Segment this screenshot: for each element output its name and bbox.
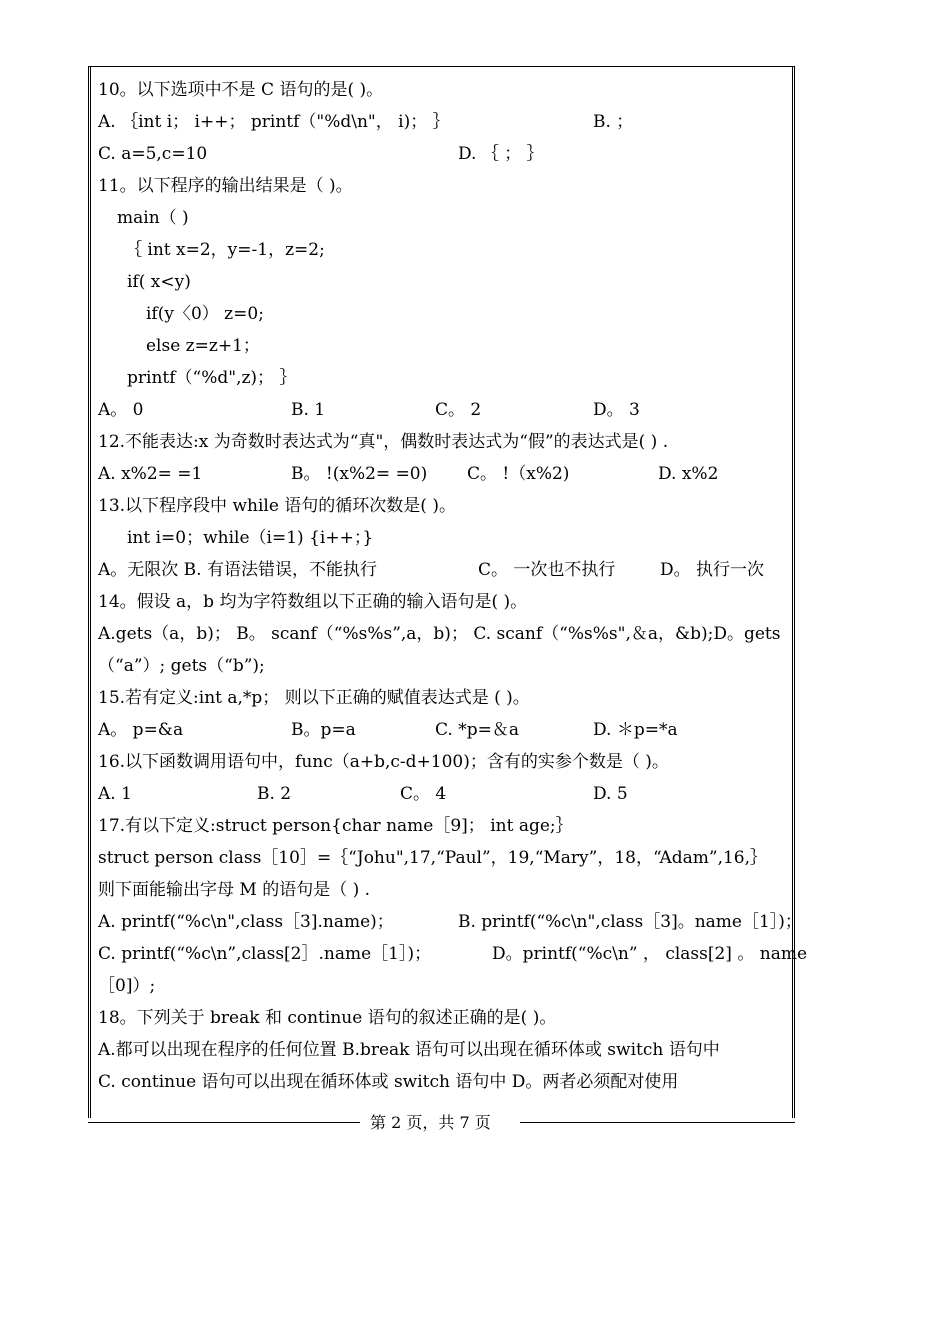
text-line — [98, 874, 788, 906]
text-segment: int i=0；while（i=1) {i++；} — [127, 528, 374, 548]
text-segment: C. printf(“%c\n”,class[2］.name［1］)； — [98, 944, 432, 964]
text-line — [98, 618, 788, 650]
text-line — [98, 394, 788, 426]
text-segment: A. x%2= =1 — [98, 464, 203, 484]
text-segment: B. printf(“%c\n",class［3]。name［1］)； — [458, 912, 802, 932]
text-segment: 则下面能输出字母 M 的语句是（ ) . — [98, 880, 371, 900]
text-segment: 11。以下程序的输出结果是（ )。 — [98, 176, 353, 196]
text-segment: ｛ int x=2，y=-1，z=2; — [125, 240, 325, 260]
text-segment: B. 2 — [257, 784, 292, 804]
text-line — [98, 458, 788, 490]
text-line — [98, 1002, 788, 1034]
footer-rule-left — [88, 1122, 360, 1123]
text-segment: B。p=a — [291, 720, 356, 740]
text-segment: printf（“%d",z)； ｝ — [127, 368, 297, 388]
text-line — [98, 650, 788, 682]
text-segment: C。 !（x%2) — [467, 464, 570, 484]
text-line — [98, 362, 788, 394]
text-line — [98, 938, 808, 970]
text-segment: A. ｛int i； i++； printf（"%d\n"， i)； ｝ — [98, 112, 450, 132]
text-segment: else z=z+1； — [146, 336, 260, 356]
text-line — [98, 554, 788, 586]
text-line — [98, 522, 788, 554]
text-line — [98, 682, 788, 714]
text-segment: 12.不能表达:x 为奇数时表达式为“真"，偶数时表达式为“假”的表达式是( ) . — [98, 432, 669, 452]
text-segment: D。 3 — [593, 400, 640, 420]
text-segment: C. *p=＆a — [435, 720, 519, 740]
text-segment: B。 !(x%2= =0) — [291, 464, 428, 484]
frame-top-border — [88, 66, 795, 67]
text-segment: main（ ) — [117, 208, 189, 228]
question-content — [98, 74, 808, 1098]
text-segment: 16.以下函数调用语句中，func（a+b,c-d+100)；含有的实参个数是（ )。 — [98, 752, 669, 772]
text-segment: A.gets（a，b)； B。 scanf（“%s%s”,a，b)； C. scanf（“%s%s",＆a，&b);D。gets — [98, 624, 781, 644]
text-segment: B. ； — [593, 112, 634, 132]
text-line — [98, 1066, 788, 1098]
text-segment: if(y〈0） z=0; — [146, 304, 264, 324]
frame-left-border — [88, 66, 91, 1118]
text-segment: 18。下列关于 break 和 continue 语句的叙述正确的是( )。 — [98, 1008, 557, 1028]
text-line — [98, 106, 788, 138]
text-segment: D. ｛ ； ｝ — [458, 144, 544, 164]
text-line — [98, 746, 788, 778]
text-line — [98, 778, 788, 810]
text-segment: A.都可以出现在程序的任何位置 B.break 语句可以出现在循环体或 switch 语句中 — [98, 1040, 720, 1060]
text-segment: D. x%2 — [658, 464, 719, 484]
text-segment: C。 4 — [400, 784, 447, 804]
text-segment: 14。假设 a，b 均为字符数组以下正确的输入语句是( )。 — [98, 592, 528, 612]
text-segment: A. printf(“%c\n",class［3].name)； — [98, 912, 394, 932]
text-line — [98, 970, 788, 1002]
text-segment: C. continue 语句可以出现在循环体或 switch 语句中 D。两者必须配对使用 — [98, 1072, 679, 1092]
text-line — [98, 1034, 788, 1066]
text-line — [98, 906, 802, 938]
text-segment: B. 1 — [291, 400, 326, 420]
text-line — [98, 234, 788, 266]
text-segment: D。printf(“%c\n” ， class[2] 。 name — [492, 944, 808, 964]
text-segment: A。无限次 B. 有语法错误，不能执行 — [98, 560, 377, 580]
text-segment: struct person class［10］=｛“Johu",17,“Paul”，19,“Mary”，18，“Adam”,16,｝ — [98, 848, 768, 868]
text-line — [98, 426, 788, 458]
text-segment: 15.若有定义:int a,*p； 则以下正确的赋值表达式是 ( )。 — [98, 688, 530, 708]
text-line — [98, 266, 788, 298]
text-line — [98, 138, 788, 170]
text-line — [98, 810, 788, 842]
text-segment: ［0]）; — [98, 976, 156, 996]
text-line — [98, 202, 788, 234]
text-line — [98, 714, 788, 746]
text-segment: D。 执行一次 — [660, 560, 765, 580]
text-segment: A。 0 — [98, 400, 144, 420]
text-segment: C. a=5,c=10 — [98, 144, 208, 164]
text-line — [98, 842, 788, 874]
text-line — [98, 170, 788, 202]
text-segment: 10。以下选项中不是 C 语句的是( )。 — [98, 80, 384, 100]
text-segment: 13.以下程序段中 while 语句的循环次数是( )。 — [98, 496, 456, 516]
text-segment: A。 p=&a — [98, 720, 184, 740]
text-segment: D. ＊p=*a — [593, 720, 678, 740]
text-segment: if( x<y) — [127, 272, 191, 292]
text-segment: C。 一次也不执行 — [478, 560, 616, 580]
text-line — [98, 490, 788, 522]
text-segment: 17.有以下定义:struct person{char name［9]； int age;｝ — [98, 816, 573, 836]
page-number: 第 2 页，共 7 页 — [370, 1113, 491, 1132]
text-segment: A. 1 — [98, 784, 132, 804]
text-line — [98, 74, 788, 106]
text-segment: D. 5 — [593, 784, 628, 804]
text-segment: C。 2 — [435, 400, 482, 420]
page-footer — [88, 1112, 795, 1134]
text-line — [98, 298, 788, 330]
footer-rule-right — [520, 1122, 795, 1123]
text-line — [98, 330, 788, 362]
text-line — [98, 586, 788, 618]
text-segment: （“a”）; gets（“b”); — [98, 656, 265, 676]
